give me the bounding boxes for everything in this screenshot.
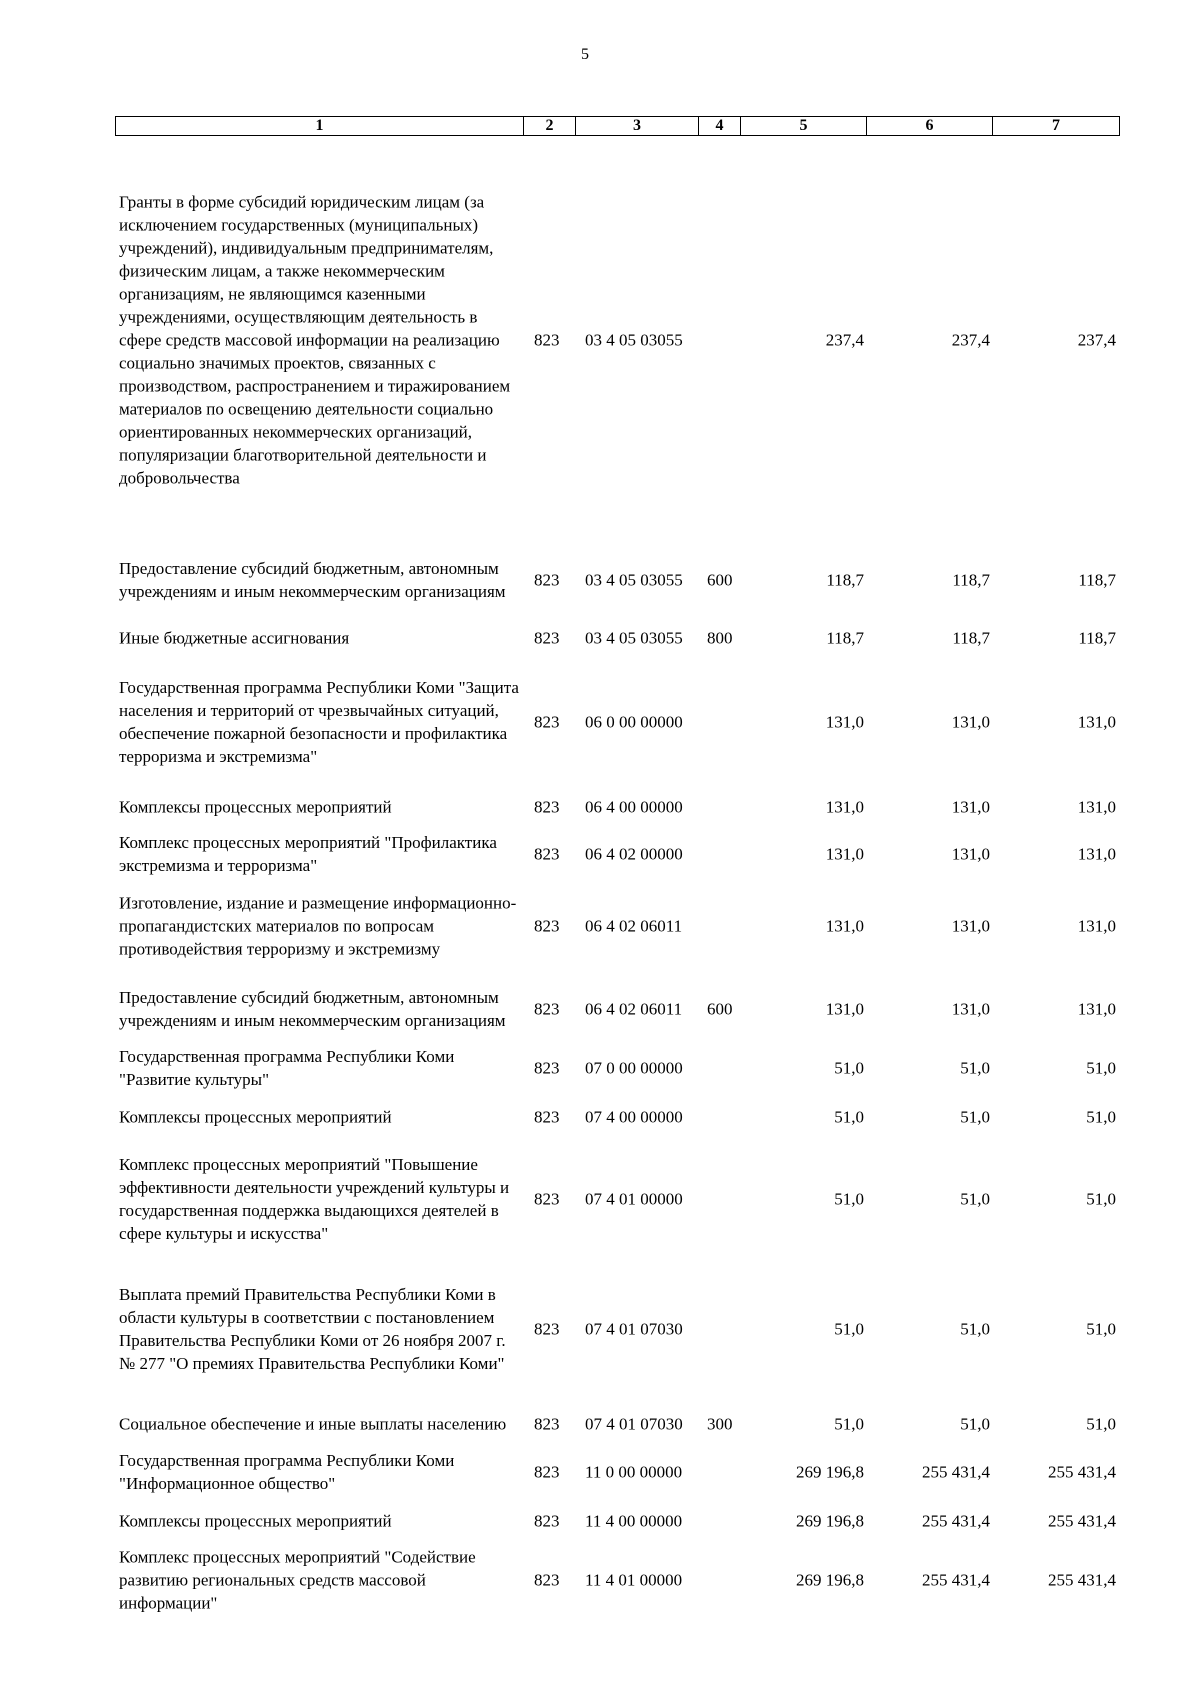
row-name: Государственная программа Республики Коми "Защита населения и территорий от чрезвычайных ситуаций, обеспечение пожарной безопасности и профилактика терроризма и экстремизма": [119, 678, 519, 766]
header-col-3: 3: [576, 117, 699, 136]
row-grbs: 823: [534, 1511, 560, 1530]
table-row: [0, 1045, 1200, 1091]
row-name: Комплексы процессных мероприятий: [119, 1107, 392, 1126]
row-value-7: 51,0: [1086, 1107, 1116, 1126]
row-csr: 07 0 00 00000: [585, 1058, 683, 1078]
row-csr: 06 0 00 00000: [585, 712, 683, 732]
row-value-5: 51,0: [834, 1189, 864, 1208]
table-row: [0, 1449, 1200, 1495]
table-header: [115, 116, 1120, 136]
row-value-5: 51,0: [834, 1058, 864, 1078]
row-grbs: 823: [534, 916, 560, 936]
row-value-6: 131,0: [951, 916, 990, 936]
row-value-7: 118,7: [1078, 628, 1116, 647]
row-csr: 07 4 01 07030: [585, 1319, 683, 1338]
row-value-7: 255 431,4: [1048, 1511, 1116, 1530]
row-grbs: 823: [534, 1107, 560, 1126]
row-csr: 06 4 02 00000: [585, 844, 683, 864]
row-value-5: 51,0: [834, 1319, 864, 1338]
row-vr: 300: [707, 1414, 733, 1434]
row-grbs: 823: [534, 330, 560, 349]
row-vr: 800: [707, 628, 733, 647]
row-value-6: 255 431,4: [922, 1511, 990, 1530]
row-name: Комплекс процессных мероприятий "Содействие развитию региональных средств массовой информации": [119, 1547, 476, 1612]
row-value-6: 131,0: [951, 712, 990, 732]
row-csr: 11 4 01 00000: [585, 1570, 683, 1589]
row-csr: 06 4 02 06011: [585, 999, 683, 1018]
row-value-6: 255 431,4: [922, 1570, 990, 1589]
header-col-6: 6: [867, 117, 993, 136]
row-value-7: 131,0: [1077, 797, 1116, 816]
row-csr: 11 4 00 00000: [585, 1511, 683, 1530]
row-csr: 07 4 00 00000: [585, 1107, 683, 1126]
row-value-7: 51,0: [1086, 1189, 1116, 1208]
row-grbs: 823: [534, 628, 560, 647]
row-value-6: 131,0: [951, 999, 990, 1018]
row-grbs: 823: [534, 570, 560, 589]
row-vr: 600: [707, 999, 733, 1018]
row-grbs: 823: [534, 712, 560, 732]
row-value-7: 131,0: [1077, 999, 1116, 1018]
row-value-6: 131,0: [951, 797, 990, 816]
row-name: Социальное обеспечение и иные выплаты населению: [119, 1414, 507, 1434]
row-name: Комплекс процессных мероприятий "Профилактика экстремизма и терроризма": [119, 833, 497, 875]
row-value-7: 118,7: [1078, 570, 1116, 589]
row-value-6: 51,0: [960, 1414, 990, 1434]
row-csr: 11 0 00 00000: [585, 1462, 683, 1482]
row-grbs: 823: [534, 1189, 560, 1208]
row-csr: 03 4 05 03055: [585, 570, 683, 589]
table-row: [0, 1105, 1200, 1128]
row-grbs: 823: [534, 844, 560, 864]
row-value-5: 269 196,8: [796, 1511, 864, 1530]
row-value-5: 131,0: [825, 999, 864, 1018]
row-value-5: 118,7: [826, 570, 864, 589]
header-col-7: 7: [993, 117, 1120, 136]
row-name: Иные бюджетные ассигнования: [119, 628, 350, 647]
table-row: [0, 1509, 1200, 1532]
table-row: [0, 626, 1200, 649]
row-value-5: 51,0: [834, 1107, 864, 1126]
row-csr: 06 4 02 06011: [585, 916, 683, 936]
row-name: Комплексы процессных мероприятий: [119, 1511, 392, 1530]
header-col-2: 2: [524, 117, 576, 136]
row-name: Выплата премий Правительства Республики Коми в области культуры в соответствии с постановлением Правительства Республики Коми от 26 ноября 2007 г. № 277 "О премиях Правительства Республики Коми": [119, 1284, 506, 1373]
row-value-5: 131,0: [825, 712, 864, 732]
row-value-6: 51,0: [960, 1319, 990, 1338]
table-row: [0, 1545, 1200, 1614]
row-name: Государственная программа Республики Коми "Развитие культуры": [119, 1047, 455, 1089]
row-value-7: 131,0: [1077, 844, 1116, 864]
row-value-5: 269 196,8: [796, 1462, 864, 1482]
table-row: [0, 1401, 1200, 1447]
row-csr: 03 4 05 03055: [585, 330, 683, 349]
row-vr: 600: [707, 570, 733, 589]
row-value-5: 269 196,8: [796, 1570, 864, 1589]
row-value-7: 255 431,4: [1048, 1570, 1116, 1589]
row-csr: 03 4 05 03055: [585, 628, 683, 647]
table-row: [0, 831, 1200, 877]
row-grbs: 823: [534, 1462, 560, 1482]
row-name: Комплекс процессных мероприятий "Повышение эффективности деятельности учреждений культуры и государственная поддержка выдающихся деятелей в сфере культуры и искусства": [119, 1154, 510, 1243]
table-row: [0, 545, 1200, 614]
row-csr: 06 4 00 00000: [585, 797, 683, 816]
row-grbs: 823: [534, 797, 560, 816]
row-value-7: 131,0: [1077, 916, 1116, 936]
row-grbs: 823: [534, 1319, 560, 1338]
table-row: [0, 795, 1200, 818]
row-grbs: 823: [534, 1058, 560, 1078]
row-csr: 07 4 01 07030: [585, 1414, 683, 1434]
row-name: Изготовление, издание и размещение информационно-пропагандистских материалов по вопросам противодействия терроризму и экстремизму: [119, 893, 517, 959]
table-row: [0, 1271, 1200, 1386]
table-row: [0, 880, 1200, 972]
row-name: Комплексы процессных мероприятий: [119, 797, 392, 816]
row-value-6: 131,0: [951, 844, 990, 864]
table-row: [0, 1141, 1200, 1256]
row-grbs: 823: [534, 999, 560, 1018]
row-name: Предоставление субсидий бюджетным, автономным учреждениям и иным некоммерческим организациям: [119, 987, 506, 1030]
row-value-7: 51,0: [1086, 1058, 1116, 1078]
header-col-4: 4: [699, 117, 741, 136]
row-value-5: 237,4: [825, 330, 864, 349]
row-grbs: 823: [534, 1570, 560, 1589]
page-number: 5: [581, 46, 589, 63]
row-value-5: 131,0: [825, 844, 864, 864]
row-csr: 07 4 01 00000: [585, 1189, 683, 1208]
table-row: [0, 179, 1200, 500]
row-value-6: 51,0: [960, 1107, 990, 1126]
row-value-5: 131,0: [825, 916, 864, 936]
row-value-5: 118,7: [826, 628, 864, 647]
header-col-1: 1: [116, 117, 524, 136]
table-row: [0, 974, 1200, 1043]
table-row: [0, 676, 1200, 768]
row-value-6: 118,7: [952, 628, 990, 647]
row-value-7: 131,0: [1077, 712, 1116, 732]
row-value-6: 51,0: [960, 1189, 990, 1208]
row-value-6: 237,4: [951, 330, 990, 349]
row-name: Государственная программа Республики Коми "Информационное общество": [119, 1451, 455, 1493]
row-value-5: 51,0: [834, 1414, 864, 1434]
row-value-6: 118,7: [952, 570, 990, 589]
header-col-5: 5: [741, 117, 867, 136]
row-name: Гранты в форме субсидий юридическим лицам (за исключением государственных (муниципальных) учреждений), индивидуальным предпринимателям, физическим лицам, а также некоммерческим организациям, не являющимся казенными учреждениями, осуществляющим деятельность в сфере средств массовой информации на реализацию социально значимых проектов, связанных с производством, распространением и тиражированием материалов по освещению деятельности социально ориентированных некоммерческих организаций, популяризации благотворительной деятельности и добровольчества: [119, 192, 511, 487]
row-value-6: 51,0: [960, 1058, 990, 1078]
row-value-5: 131,0: [825, 797, 864, 816]
row-grbs: 823: [534, 1414, 560, 1434]
row-value-6: 255 431,4: [922, 1462, 990, 1482]
row-value-7: 237,4: [1077, 330, 1116, 349]
row-value-7: 51,0: [1086, 1319, 1116, 1338]
row-value-7: 51,0: [1086, 1414, 1116, 1434]
row-value-7: 255 431,4: [1048, 1462, 1116, 1482]
row-name: Предоставление субсидий бюджетным, автономным учреждениям и иным некоммерческим организациям: [119, 558, 506, 601]
